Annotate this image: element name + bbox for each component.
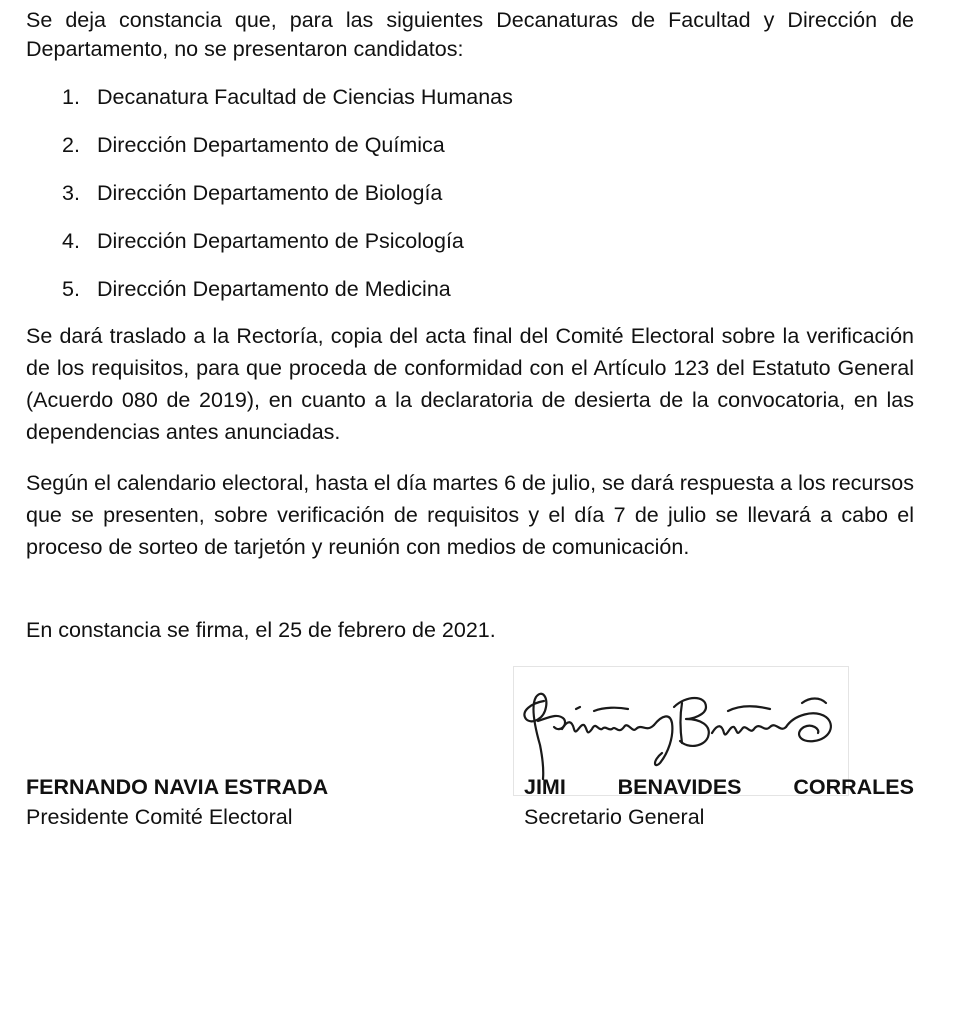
signatory-right-role: Secretario General bbox=[524, 805, 705, 829]
paragraph-traslado: Se dará traslado a la Rectoría, copia del acta final del Comité Electoral sobre la verificación de los requisitos, para que proceda de conformidad con el Artículo 123 del Estatuto General (Acuerdo 080 de 2019), en cuanto a la declaratoria de desierta de la convocatoria, en las dependencias antes anunciadas. bbox=[26, 324, 914, 444]
intro-paragraph: Se deja constancia que, para las siguientes Decanaturas de Facultad y Dirección de Departamento, no se presentaron candidatos: bbox=[26, 8, 914, 61]
list-item-number: 3. bbox=[62, 181, 80, 205]
list-item-text: Dirección Departamento de Psicología bbox=[97, 229, 464, 253]
signatory-left-name: FERNANDO NAVIA ESTRADA bbox=[26, 775, 329, 799]
list-item bbox=[62, 130, 445, 160]
signatory-left bbox=[26, 772, 328, 832]
list-item-text: Dirección Departamento de Química bbox=[97, 133, 445, 157]
list-item-number: 2. bbox=[62, 133, 80, 157]
signatory-right-name bbox=[524, 772, 914, 802]
signatory-right-name-part: JIMI bbox=[524, 775, 566, 799]
list-item-text: Dirección Departamento de Biología bbox=[97, 181, 443, 205]
signatory-left-role: Presidente Comité Electoral bbox=[26, 805, 293, 829]
list-item bbox=[62, 82, 513, 112]
paragraph-calendario: Según el calendario electoral, hasta el día martes 6 de julio, se dará respuesta a los recursos que se presenten, sobre verificación de requisitos y el día 7 de julio se llevará a cabo el proceso de sorteo de tarjetón y reunión con medios de comunicación. bbox=[26, 471, 914, 559]
document-body bbox=[26, 6, 914, 642]
list-item-text: Dirección Departamento de Medicina bbox=[97, 277, 451, 301]
signatory-right-name-part: BENAVIDES bbox=[617, 775, 742, 799]
list-item-text: Decanatura Facultad de Ciencias Humanas bbox=[97, 85, 513, 109]
list-item-number: 1. bbox=[62, 85, 80, 109]
list-item bbox=[62, 274, 451, 304]
closing-line: En constancia se firma, el 25 de febrero de 2021. bbox=[26, 618, 496, 642]
signatory-right bbox=[524, 772, 914, 832]
list-item bbox=[62, 226, 464, 256]
list-item bbox=[62, 178, 442, 208]
signatory-right-name-part: CORRALES bbox=[793, 775, 914, 799]
list-item-number: 5. bbox=[62, 277, 80, 301]
list-item-number: 4. bbox=[62, 229, 80, 253]
